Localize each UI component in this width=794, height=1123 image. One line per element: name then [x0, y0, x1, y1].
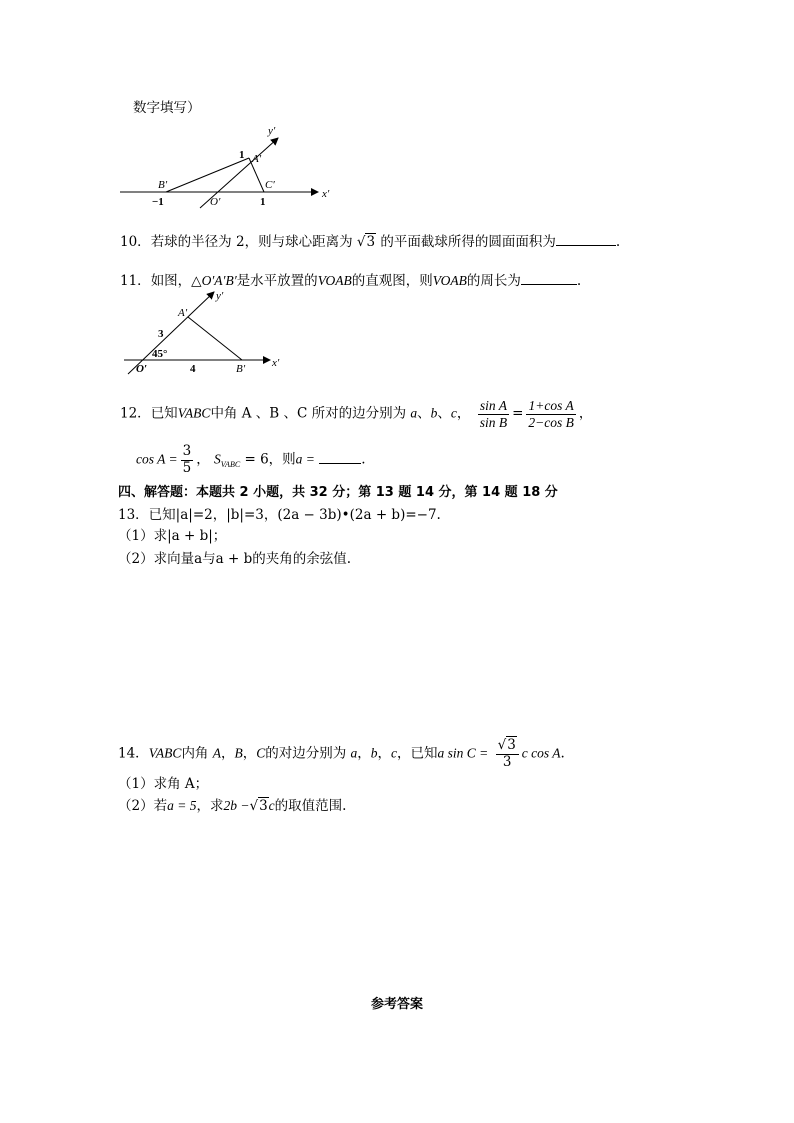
q11-text-post: 的周长为 [466, 273, 521, 289]
q12-sep2: 、 [437, 405, 451, 422]
q12-area-s: S [214, 451, 221, 467]
q14-fraction-sqrt3-over-3: $\frac{√3}{3}$ [496, 738, 519, 770]
q12-cos-a: cos A = [136, 451, 178, 467]
q14-var-c: c [391, 745, 398, 761]
q12-fraction-cos: $\frac{\text{1+cos A}}{\text{2−cos B}}$ [528, 398, 574, 430]
section4-heading: 四、解答题：本题共 2 小题，共 32 分；第 13 题 14 分，第 14 题 18 分 [118, 485, 558, 500]
fig9-y-label: y′ [268, 125, 276, 137]
q12-equals: = [512, 405, 524, 422]
q14-comma2: ， [242, 745, 257, 762]
q14-text-pre: 内角 [181, 745, 209, 762]
q14-part2-cond: a = 5 [167, 798, 197, 813]
fig11-label-b: B′ [236, 363, 246, 375]
fig9-label-c: C′ [265, 179, 275, 191]
q14-var-b: b [370, 745, 378, 761]
q11-text-mid: 是水平放置的 [236, 273, 318, 289]
q14-line: 14．VABC内角 A，B，C的对边分别为 a，b，c，已知a sin C = $\frac{√3}{3}$ c cos A. [118, 737, 565, 770]
q14-part2-pre: （2）若 [118, 798, 168, 814]
fig11-y-label: y′ [216, 290, 224, 302]
q10-text-post: 的平面截球所得的圆面面积为 [380, 234, 556, 250]
fig11-label-o: O′ [136, 363, 148, 375]
q10-sqrt: √3 [356, 234, 376, 250]
answer-title: 参考答案 [370, 997, 423, 1012]
q14-part2-expr-a: 2b − [223, 798, 250, 813]
q12-sep1: 、 [417, 405, 431, 422]
q11-triangle-oab-2: VOAB [432, 273, 467, 288]
q14-rhs: c cos A [521, 745, 561, 761]
q12-tail: ， [578, 405, 593, 422]
q12-fraction-three-fifths: $\frac{3}{5}$ [182, 443, 192, 476]
q14-var-a: a [350, 745, 358, 761]
q13-part2: （2）求向量a与a + b的夹角的余弦值. [118, 551, 352, 567]
fig9-diagram [118, 124, 338, 210]
q12-end: . [361, 451, 366, 468]
q12-comma2: ， [196, 451, 210, 468]
q13-line: 13．已知|a|=2，|b|=3，(2a − 3b)•(2a + b)=−7. [118, 507, 441, 523]
q11-triangle-oab: VOAB [317, 273, 352, 288]
fig9-label-b: B′ [158, 179, 168, 191]
q12-text-mid: 中角 A 、B 、C 所对的边分别为 [210, 405, 407, 422]
q14-number: 14． [118, 745, 149, 762]
fig11-y-axis [128, 292, 214, 374]
q14-part1: （1）求角 A； [118, 776, 209, 792]
q12-comma: ， [456, 405, 471, 422]
q12-var-c: c [450, 405, 457, 421]
q11-answer-blank[interactable] [521, 272, 577, 285]
q14-part2-mid: ，求 [196, 798, 224, 814]
q14-part2 [118, 794, 346, 814]
q12-line2 [136, 444, 366, 476]
fig9-x-label: x′ [322, 188, 330, 200]
fig11-label-four: 4 [190, 363, 196, 375]
q9-tail-text: 数字填写） [133, 100, 201, 116]
q14-lhs: a sin C = [437, 745, 489, 761]
q13-part1: （1）求|a + b|； [118, 528, 227, 544]
fig9-label-one-bottom: 1 [260, 196, 266, 208]
fig9-label-a: A′ [252, 153, 262, 165]
q12-line1 [120, 398, 592, 430]
q12-number: 12． [120, 405, 151, 422]
fig11-side-ab [188, 317, 242, 360]
q14-angle-c: C [256, 745, 266, 761]
q12-text-pre: 已知 [150, 405, 178, 422]
q12-area-sub: VABC [220, 460, 241, 470]
fig11-label-a: A′ [178, 307, 188, 319]
q12-var-b: b [430, 405, 438, 421]
fig11-diagram [122, 288, 292, 378]
q11-triangle-prime: O′A′B′ [201, 273, 237, 288]
q12-a-eq: a = [295, 451, 315, 467]
q11-end: . [576, 273, 582, 289]
fig11-x-label: x′ [272, 357, 280, 369]
fig9-label-o: O′ [210, 196, 221, 208]
q10-text-pre: 若球的半径为 2，则与球心距离为 [150, 234, 353, 250]
q14-text-mid: 的对边分别为 [265, 745, 347, 762]
q10-line [120, 230, 620, 250]
q11-number: 11． [120, 273, 151, 289]
fig11-label-angle: 45° [152, 348, 168, 360]
q11-line [120, 269, 581, 289]
q14-comma1: ， [220, 745, 235, 762]
q14-triangle: VABC [148, 745, 182, 761]
q12-answer-blank[interactable] [319, 451, 361, 464]
q14-angle-b: B [234, 745, 243, 761]
q10-end: . [615, 234, 621, 250]
fig9-label-minus-one: −1 [152, 196, 164, 208]
q12-area-eq: = 6 [240, 451, 269, 468]
q14-angle-a: A [212, 745, 221, 761]
q12-then: ，则 [268, 451, 296, 468]
q12-fraction-sin: $\frac{\text{sin A}}{\text{sin B}}$ [479, 398, 508, 430]
q14-part2-sqrt: √3 [249, 798, 268, 814]
fig9-label-one-top: 1 [239, 149, 245, 161]
q11-text-pre: 如图，△ [150, 273, 202, 289]
q14-known: ，已知 [397, 745, 438, 762]
q12-var-a: a [410, 405, 418, 421]
q10-number: 10． [120, 234, 151, 250]
q14-part2-expr-b: c [268, 798, 275, 813]
q10-answer-blank[interactable] [556, 233, 616, 246]
fig11-label-three: 3 [158, 328, 164, 340]
q14-end: . [560, 745, 565, 762]
q11-text-mid2: 的直观图，则 [351, 273, 433, 289]
q14-part2-post: 的取值范围. [274, 798, 347, 814]
q12-triangle: VABC [177, 405, 211, 421]
